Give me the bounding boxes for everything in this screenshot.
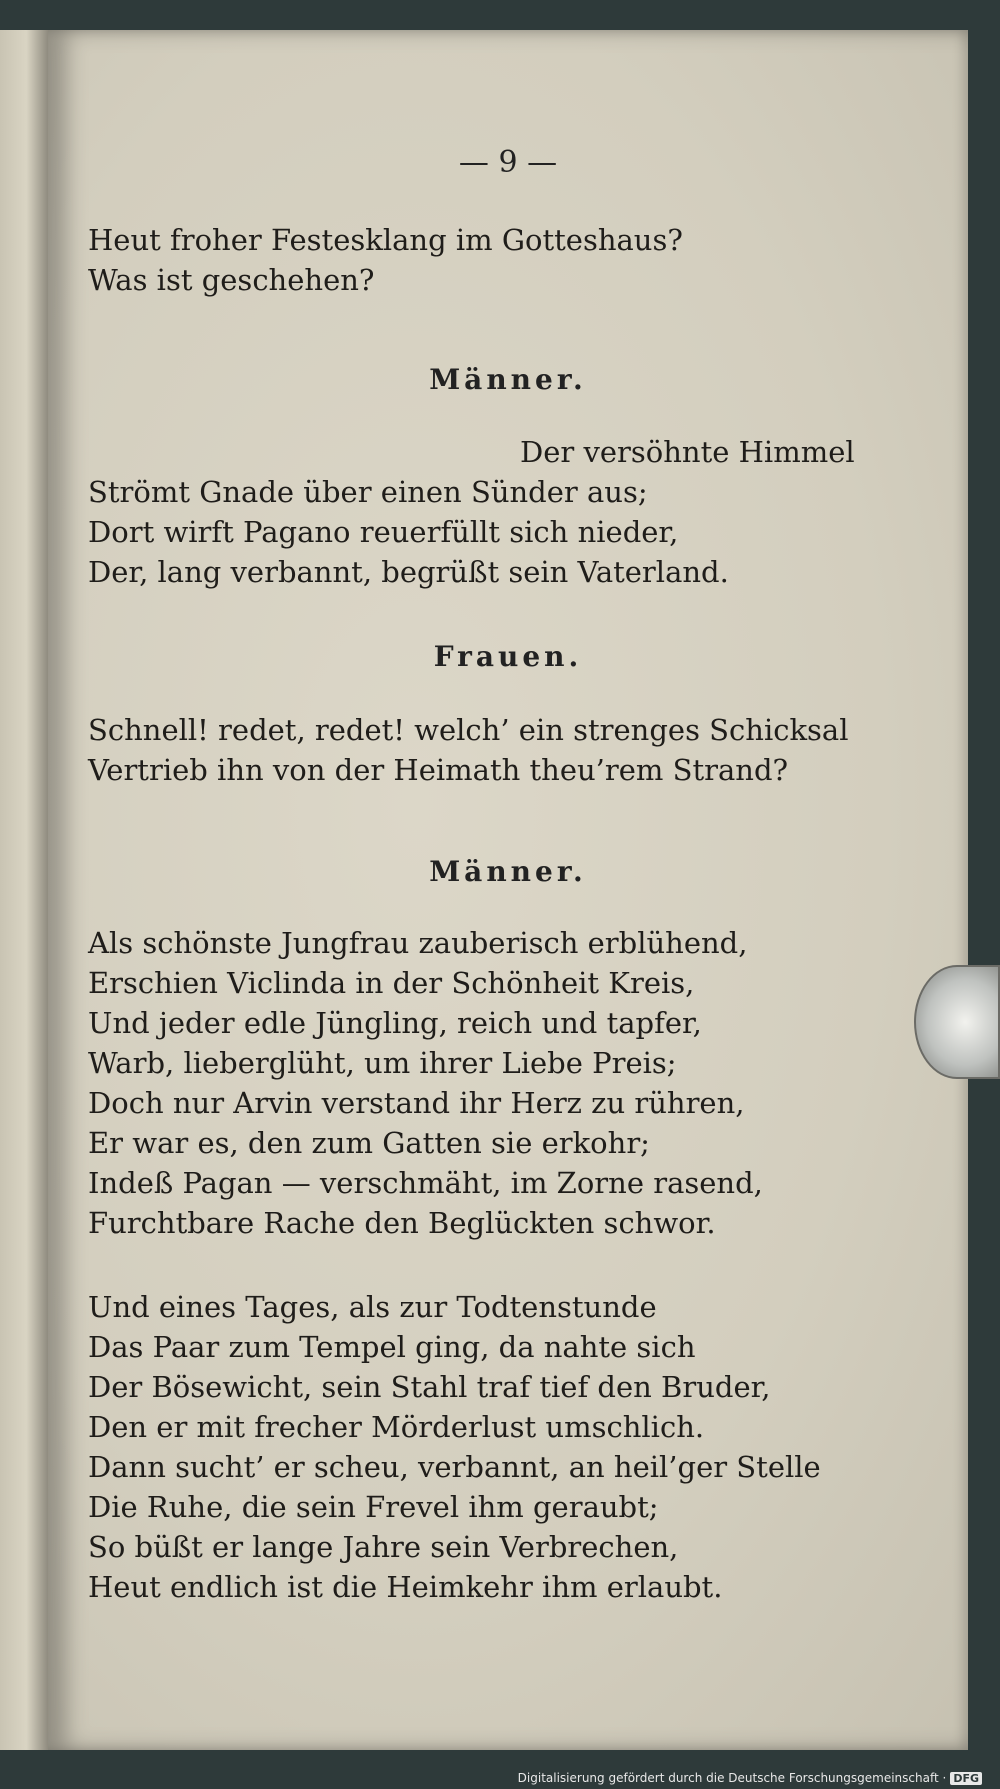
verse-line: Erschien Viclinda in der Schönheit Kreis, <box>88 966 695 1000</box>
verse-line: Der Bösewicht, sein Stahl traf tief den Bruder, <box>88 1370 771 1404</box>
verse-line: Er war es, den zum Gatten sie erkohr; <box>88 1126 650 1160</box>
verse-block-2 <box>88 432 908 592</box>
verse-line: Schnell! redet, redet! welch’ ein strenges Schicksal <box>88 713 849 747</box>
page-clip <box>914 965 1000 1079</box>
verse-block-1 <box>88 220 908 300</box>
verse-line: Und jeder edle Jüngling, reich und tapfer, <box>88 1006 702 1040</box>
verse-line: Dann sucht’ er scheu, verbannt, an heil’ger Stelle <box>88 1450 821 1484</box>
verse-line: Das Paar zum Tempel ging, da nahte sich <box>88 1330 696 1364</box>
verse-line: Furchtbare Rache den Beglückten schwor. <box>88 1206 716 1240</box>
verse-line: So büßt er lange Jahre sein Verbrechen, <box>88 1530 679 1564</box>
verse-line: Der, lang verbannt, begrüßt sein Vaterland. <box>88 555 729 589</box>
verse-line: Vertrieb ihn von der Heimath theu’rem Strand? <box>88 753 789 787</box>
facing-page-edge <box>0 30 48 1750</box>
digitization-credit <box>518 1771 982 1785</box>
verse-line: Der versöhnte Himmel <box>520 435 855 469</box>
verse-line: Warb, lieberglüht, um ihrer Liebe Preis; <box>88 1046 677 1080</box>
verse-line: Was ist geschehen? <box>88 263 375 297</box>
speaker-label: Männer. <box>429 363 587 396</box>
dfg-logo-icon: DFG <box>950 1772 982 1785</box>
speaker-label: Frauen. <box>433 640 583 673</box>
page-number: — 9 — <box>458 145 558 180</box>
verse-line: Und eines Tages, als zur Todtenstunde <box>88 1290 657 1324</box>
verse-line: Die Ruhe, die sein Frevel ihm geraubt; <box>88 1490 659 1524</box>
verse-line: Heut froher Festesklang im Gotteshaus? <box>88 223 683 257</box>
verse-line: Als schönste Jungfrau zauberisch erblühend, <box>88 926 748 960</box>
verse-block-4 <box>88 923 908 1243</box>
book-page <box>48 30 968 1750</box>
verse-line: Den er mit frecher Mörderlust umschlich. <box>88 1410 705 1444</box>
verse-line: Dort wirft Pagano reuerfüllt sich nieder, <box>88 515 679 549</box>
verse-block-3 <box>88 710 908 790</box>
verse-line: Indeß Pagan — verschmäht, im Zorne rasend, <box>88 1166 763 1200</box>
verse-line: Heut endlich ist die Heimkehr ihm erlaubt. <box>88 1570 723 1604</box>
verse-line: Doch nur Arvin verstand ihr Herz zu rühren, <box>88 1086 745 1120</box>
verse-line: Strömt Gnade über einen Sünder aus; <box>88 475 648 509</box>
credit-text: Digitalisierung gefördert durch die Deutsche Forschungsgemeinschaft · <box>517 1771 947 1785</box>
verse-block-5 <box>88 1287 908 1607</box>
speaker-label: Männer. <box>429 855 587 888</box>
